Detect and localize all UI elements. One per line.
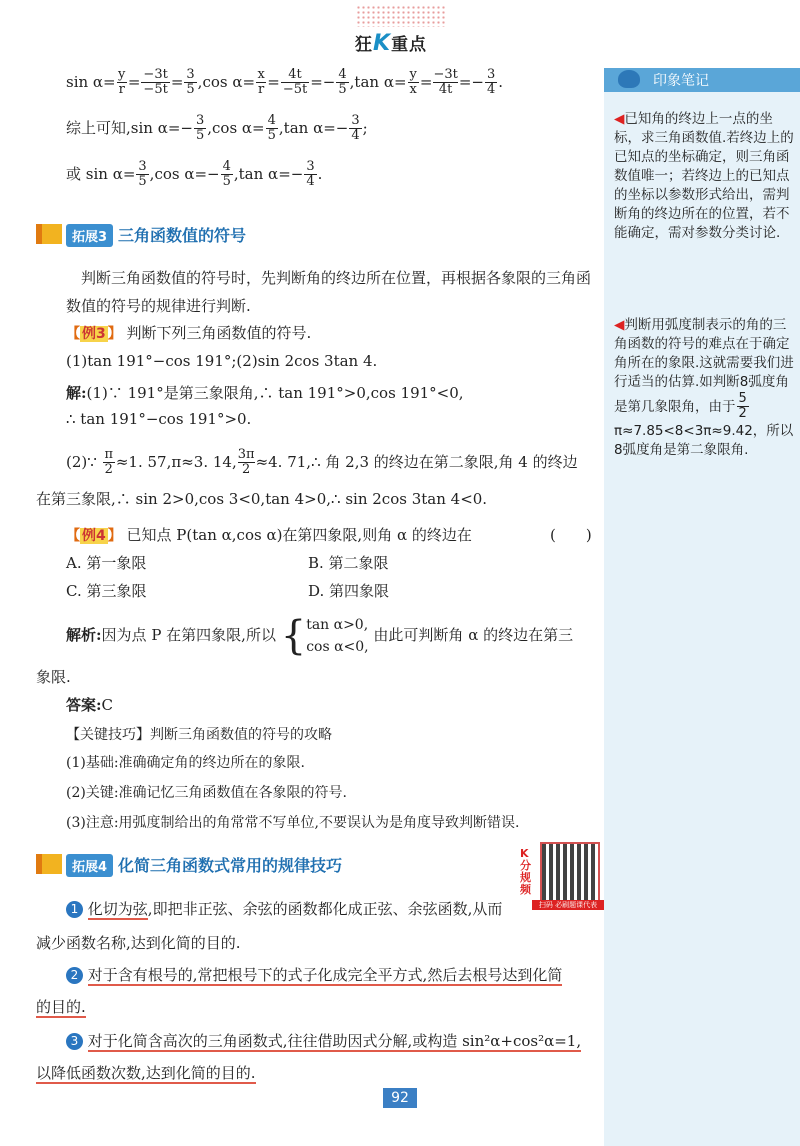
tip4-3: 3 对于化简含高次的三角函数式,往往借助因式分解,或构造 sin²α+cos²α=1,: [66, 1030, 581, 1051]
solution-2: (2)∵ $\frac{\pi}{2}$ ≈1. 57,π≈3. 14, $\frac{3\pi}{2}$ ≈4. 71,∴ 角 2,3 的终边在第二象限,角 4 的终边: [66, 447, 578, 478]
qr-caption: 扫码 必刷题课代表: [532, 900, 604, 910]
tip4-3b: 以降低函数次数,达到化简的目的.: [36, 1064, 256, 1082]
answer-paren: ( ): [550, 526, 592, 544]
formula-line-1: sin α= $\frac{y}{r}$ = $\frac{-3t}{-5t}$ = $\frac{3}{5}$ ,cos α= $\frac{x}{r}$ = $\frac{4t}{-5t}$ =− $\frac{4}{5}$ ,tan α= $\frac{y}{x}$ = $\frac{-3t}{4t}$ =− $\frac{3}{4}$ .: [66, 67, 504, 98]
page-number: 92: [383, 1088, 417, 1108]
summary-line-2: 或 sin α= $\frac{3}{5}$ ,cos α=− $\frac{4}{5}$ ,tan α=− $\frac{3}{4}$ .: [66, 159, 323, 190]
book-icon: [36, 854, 62, 874]
solution-2b: 在第三象限,∴ sin 2>0,cos 3<0,tan 4>0,∴ sin 2cos 3tan 4<0.: [36, 490, 488, 508]
summary-line-1: 综上可知,sin α=− $\frac{3}{5}$ ,cos α= $\frac{4}{5}$ ,tan α=− $\frac{3}{4}$ ;: [66, 113, 368, 144]
section-tag: 拓展4: [66, 854, 113, 877]
section-title: 化简三角函数式常用的规律技巧: [118, 856, 343, 875]
brand-logo: 狂K重点: [355, 31, 428, 56]
solution-1b: ∴ tan 191°−cos 191°>0.: [66, 410, 252, 428]
example-3-question: (1)tan 191°−cos 191°;(2)sin 2cos 3tan 4.: [66, 352, 378, 370]
section-tag: 拓展3: [66, 224, 113, 247]
ext3-intro: 判断三角函数值的符号时，先判断角的终边所在位置，再根据各象限的三角函数值的符号的规律进行判断.: [66, 269, 592, 315]
tip-3: (3)注意:用弧度制给出的角常常不写单位,不要误认为是角度导致判断错误.: [66, 815, 520, 831]
example-3: 【 例3 】 判断下列三角函数值的符号.: [66, 324, 312, 342]
option-a[interactable]: A. 第一象限: [66, 554, 147, 572]
section-heading-ext3: [36, 222, 336, 246]
solution-1: 解:(1)∵ 191°是第三象限角,∴ tan 191°>0,cos 191°<0,: [66, 384, 464, 402]
tip-1: (1)基础:准确确定角的终边所在的象限.: [66, 755, 305, 771]
book-icon: [36, 224, 62, 244]
section-title: 三角函数值的符号: [118, 226, 247, 245]
tip4-1: 1 化切为弦,即把非正弦、余弦的函数都化成正弦、余弦函数,从而: [66, 898, 502, 919]
analysis: 解析:因为点 P 在第四象限,所以 { tan α>0, cos α<0, 由此可判断角 α 的终边在第三: [66, 613, 574, 659]
option-b[interactable]: B. 第二象限: [308, 554, 389, 572]
section-heading-ext4: [36, 852, 436, 876]
analysis-end: 象限.: [36, 668, 71, 686]
tip-title: 【关键技巧】判断三角函数值的符号的攻略: [66, 727, 332, 743]
tip4-2b: 的目的.: [36, 998, 86, 1016]
tip4-2: 2 对于含有根号的,常把根号下的式子化成完全平方式,然后去根号达到化简: [66, 964, 562, 985]
tip-2: (2)关键:准确记忆三角函数值在各象限的符号.: [66, 785, 347, 801]
example-4: 【 例4 】 已知点 P(tan α,cos α)在第四象限,则角 α 的终边在: [66, 526, 472, 544]
tip4-1b: 减少函数名称,达到化简的目的.: [36, 934, 241, 952]
qr-code-icon[interactable]: [540, 842, 600, 902]
sidebar-note-1: ◀已知角的终边上一点的坐标，求三角函数值.若终边上的已知点的坐标确定，则三角函数值唯一；若终边上的已知点的坐标以参数形式给出，需判断角的终边所在的位置，若不能确定，需对参数分类讨论.: [614, 111, 794, 241]
option-c[interactable]: C. 第三象限: [66, 582, 147, 600]
qr-label: K分规频: [520, 847, 531, 896]
sidebar-title: 印象笔记: [653, 73, 709, 89]
option-d[interactable]: D. 第四象限: [308, 582, 390, 600]
header-dot-pattern: [356, 5, 446, 27]
elephant-icon: [618, 70, 640, 88]
sidebar-note-2: ◀判断用弧度制表示的角的三角函数的符号的难点在于确定角所在的象限.这就需要我们进行适当的估算.如判断8弧度角是第几象限角，由于 $\frac{5}{2}$ π≈7.85<8<3π≈9.42，所以8弧度角是第二象限角.: [614, 317, 794, 458]
answer: 答案:C: [66, 696, 114, 714]
